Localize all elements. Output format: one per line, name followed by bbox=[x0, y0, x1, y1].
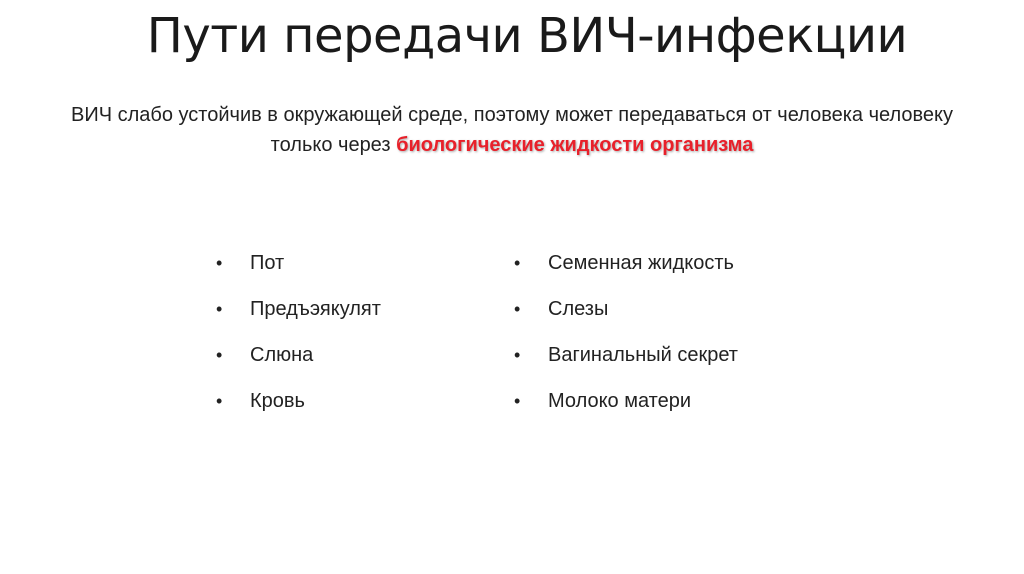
list-item bbox=[512, 292, 832, 338]
fluids-list-right bbox=[512, 246, 832, 430]
list-item-label: Вагинальный секрет bbox=[548, 344, 738, 366]
bullet-icon: • bbox=[216, 299, 223, 319]
list-item bbox=[214, 338, 474, 384]
list-item-label: Кровь bbox=[250, 390, 305, 412]
list-item bbox=[512, 246, 832, 292]
intro-text: ВИЧ слабо устойчив в окружающей среде, поэтому может передаваться от человека человеку только через bbox=[71, 104, 953, 156]
bullet-icon: • bbox=[216, 253, 223, 273]
list-item-label: Пот bbox=[250, 252, 285, 274]
list-item-label: Семенная жидкость bbox=[548, 252, 734, 274]
list-item-label: Слезы bbox=[548, 298, 609, 320]
list-item bbox=[512, 338, 832, 384]
list-item bbox=[214, 292, 474, 338]
bullet-icon: • bbox=[514, 391, 521, 411]
bullet-icon: • bbox=[216, 391, 223, 411]
list-item bbox=[512, 384, 832, 430]
bullet-icon: • bbox=[216, 345, 223, 365]
list-item-label: Молоко матери bbox=[548, 390, 692, 412]
list-item bbox=[214, 384, 474, 430]
intro-paragraph bbox=[60, 100, 964, 160]
bullet-icon: • bbox=[514, 253, 521, 273]
bullet-icon: • bbox=[514, 345, 521, 365]
bullet-icon: • bbox=[514, 299, 521, 319]
list-item bbox=[214, 246, 474, 292]
list-item-label: Предъэякулят bbox=[250, 298, 381, 320]
slide-title: Пути передачи ВИЧ-инфекции bbox=[146, 8, 908, 64]
list-item-label: Слюна bbox=[250, 344, 314, 366]
fluids-list-left bbox=[214, 246, 474, 430]
intro-highlight: биологические жидкости организма bbox=[396, 134, 754, 156]
